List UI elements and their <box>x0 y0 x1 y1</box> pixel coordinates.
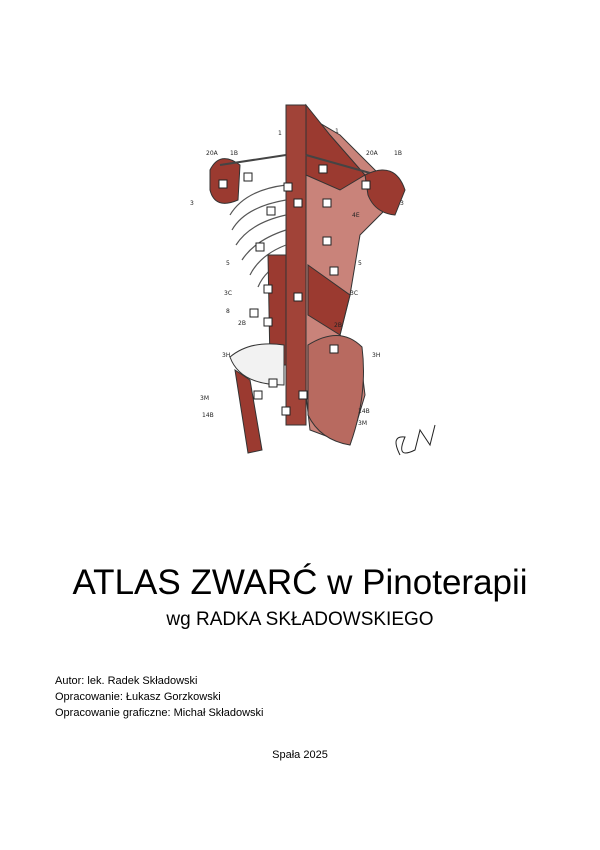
credit-author: Autor: lek. Radek Składowski <box>55 675 198 687</box>
document-title: ATLAS ZWARĆ w Pinoterapii <box>72 563 528 602</box>
hip-muscle-left <box>235 370 262 453</box>
marker-label-left-4: 5 <box>226 260 230 267</box>
spine <box>286 105 306 425</box>
marker-label-right-1: 20A <box>366 150 378 157</box>
marker-label-left-3: 3 <box>190 200 194 207</box>
marker-label-left-7: 2B <box>238 320 246 327</box>
marker-label-left-10: 14B <box>202 412 214 419</box>
anatomical-illustration <box>190 95 450 475</box>
marker-label-right-6: 3C <box>350 290 359 297</box>
credit-editor: Opracowanie: Łukasz Gorzkowski <box>55 691 221 703</box>
marker-label-left-5: 3C <box>224 290 233 297</box>
place-year: Spała 2025 <box>272 749 328 761</box>
marker-label-left-0: 20A <box>206 150 218 157</box>
credit-graphics: Opracowanie graficzne: Michał Składowski <box>55 707 264 719</box>
marker-label-left-9: 3M <box>200 395 209 402</box>
marker-label-right-10: 3M <box>358 420 367 427</box>
marker-label-right-7: 2B <box>334 322 342 329</box>
marker-label-right-8: 3H <box>372 352 381 359</box>
marker-label-right-4: 4E <box>352 212 360 219</box>
signature <box>396 425 435 455</box>
marker-label-right-0: 1 <box>335 128 339 135</box>
marker-label-right-2: 1B <box>394 150 402 157</box>
marker-label-left-6: 8 <box>226 308 230 315</box>
marker-label-left-1: 1B <box>230 150 238 157</box>
document-subtitle: wg RADKA SKŁADOWSKIEGO <box>166 609 434 630</box>
marker-label-right-9: 14B <box>358 408 370 415</box>
trapezius-right <box>306 105 365 190</box>
marker-label-left-8: 3H <box>222 352 231 359</box>
credits <box>55 673 263 721</box>
marker-label-right-5: 5 <box>358 260 362 267</box>
marker-label-right-3: 3 <box>400 200 404 207</box>
marker-label-left-2: 1 <box>278 130 282 137</box>
